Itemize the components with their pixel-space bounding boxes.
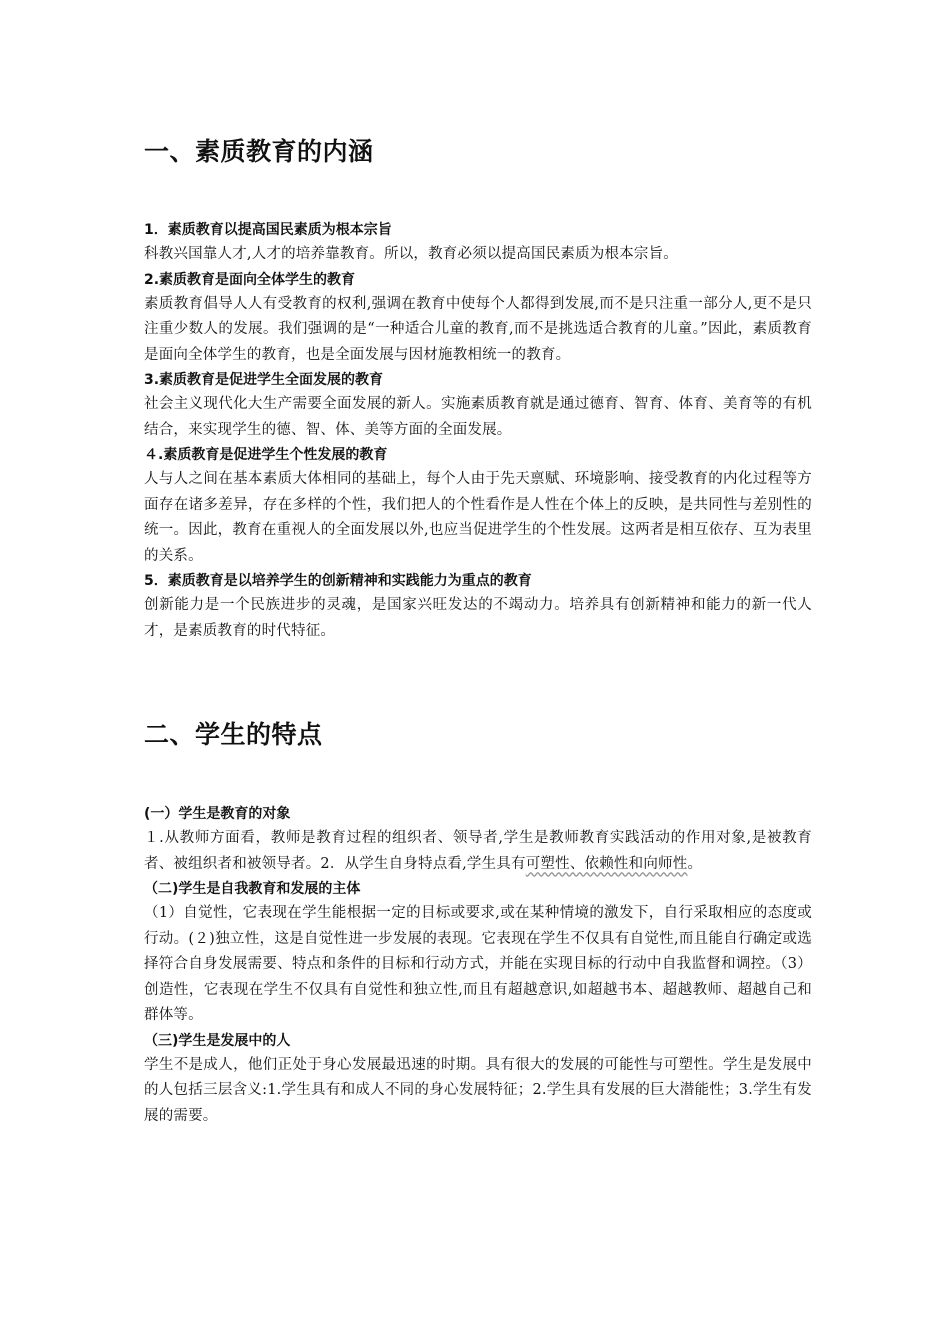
item-heading: 5．素质教育是以培养学生的创新精神和实践能力为重点的教育 [144,573,532,589]
item-body: 人与人之间在基本素质大体相同的基础上，每个人由于先天禀赋、环境影响、接受教育的内化过程等方面存在诸多差异，存在多样的个性，我们把人的个性看作是人性在个体上的反映，是共同性与差别性的统一。因此，教育在重视人的全面发展以外,也应当促进学生的个性发展。这两者是相互依存、互为表里的关系。 [144,471,812,564]
item-body: 科教兴国靠人才,人才的培养靠教育。所以，教育必须以提高国民素质为根本宗旨。 [144,246,679,262]
item-body: 社会主义现代化大生产需要全面发展的新人。实施素质教育就是通过德育、智育、体育、美育等的有机结合，来实现学生的德、智、体、美等方面的全面发展。 [144,396,812,438]
item-heading: 3.素质教育是促进学生全面发展的教育 [144,372,384,388]
section-2 [144,720,812,750]
item-1-4 [144,443,812,569]
item-body [144,826,812,877]
item-heading: 1．素质教育以提高国民素质为根本宗旨 [144,222,392,238]
item-body-part: 。 [687,855,703,872]
item-1-1 [144,218,812,268]
item-heading: (一）学生是教育的对象 [144,806,291,822]
item-1-3 [144,368,812,443]
item-body: 创新能力是一个民族进步的灵魂，是国家兴旺发达的不竭动力。培养具有创新精神和能力的新一代人才，是素质教育的时代特征。 [144,597,812,639]
section-1 [144,137,812,167]
item-heading: （三)学生是发展中的人 [144,1032,291,1049]
item-1-5 [144,569,812,644]
item-2-1 [144,802,812,877]
item-body: 学生不是成人，他们正处于身心发展最迅速的时期。具有很大的发展的可能性与可塑性。学生是发展中的人包括三层含义:1.学生具有和成人不同的身心发展特征；2.学生具有发展的巨大潜能性；3.学生有发展的需要。 [144,1056,812,1124]
item-2-2 [144,877,812,1029]
item-1-2 [144,268,812,369]
item-body-part: １.从教师方面看，教师是教育过程的组织者、领导者,学生是教师教育实践活动的作用对象,是被教育者、被组织者和被领导者。2．从学生自身特点看,学生具有 [144,830,812,872]
item-body: （1）自觉性，它表现在学生能根据一定的目标或要求,或在某种情境的激发下，自行采取相应的态度或行动。(２)独立性，这是自觉性进一步发展的表现。它表现在学生不仅具有自觉性,而且能自行确定或选择符合自身发展需要、特点和条件的目标和行动方式，并能在实现目标的行动中自我监督和调控。（3）创造性，它表现在学生不仅具有自觉性和独立性,而且有超越意识,如超越书本、超越教师、超越自己和群体等。 [144,905,812,1023]
item-heading: （二)学生是自我教育和发展的主体 [144,881,361,897]
item-heading: ４.素质教育是促进学生个性发展的教育 [144,447,388,463]
item-body: 素质教育倡导人人有受教育的权利,强调在教育中使每个人都得到发展,而不是只注重一部分人,更不是只注重少数人的发展。我们强调的是“一种适合儿童的教育,而不是挑选适合教育的儿童。”因此，素质教育是面向全体学生的教育，也是全面发展与因材施教相统一的教育。 [144,295,812,363]
section-2-content [144,802,812,1129]
section-2-title: 二、学生的特点 [144,720,323,749]
item-body-highlight: 可塑性、依赖性和向师性 [525,855,688,872]
section-1-title: 一、素质教育的内涵 [144,137,374,166]
section-1-content [144,218,812,644]
item-2-3 [144,1029,812,1130]
item-heading: 2.素质教育是面向全体学生的教育 [144,271,356,288]
